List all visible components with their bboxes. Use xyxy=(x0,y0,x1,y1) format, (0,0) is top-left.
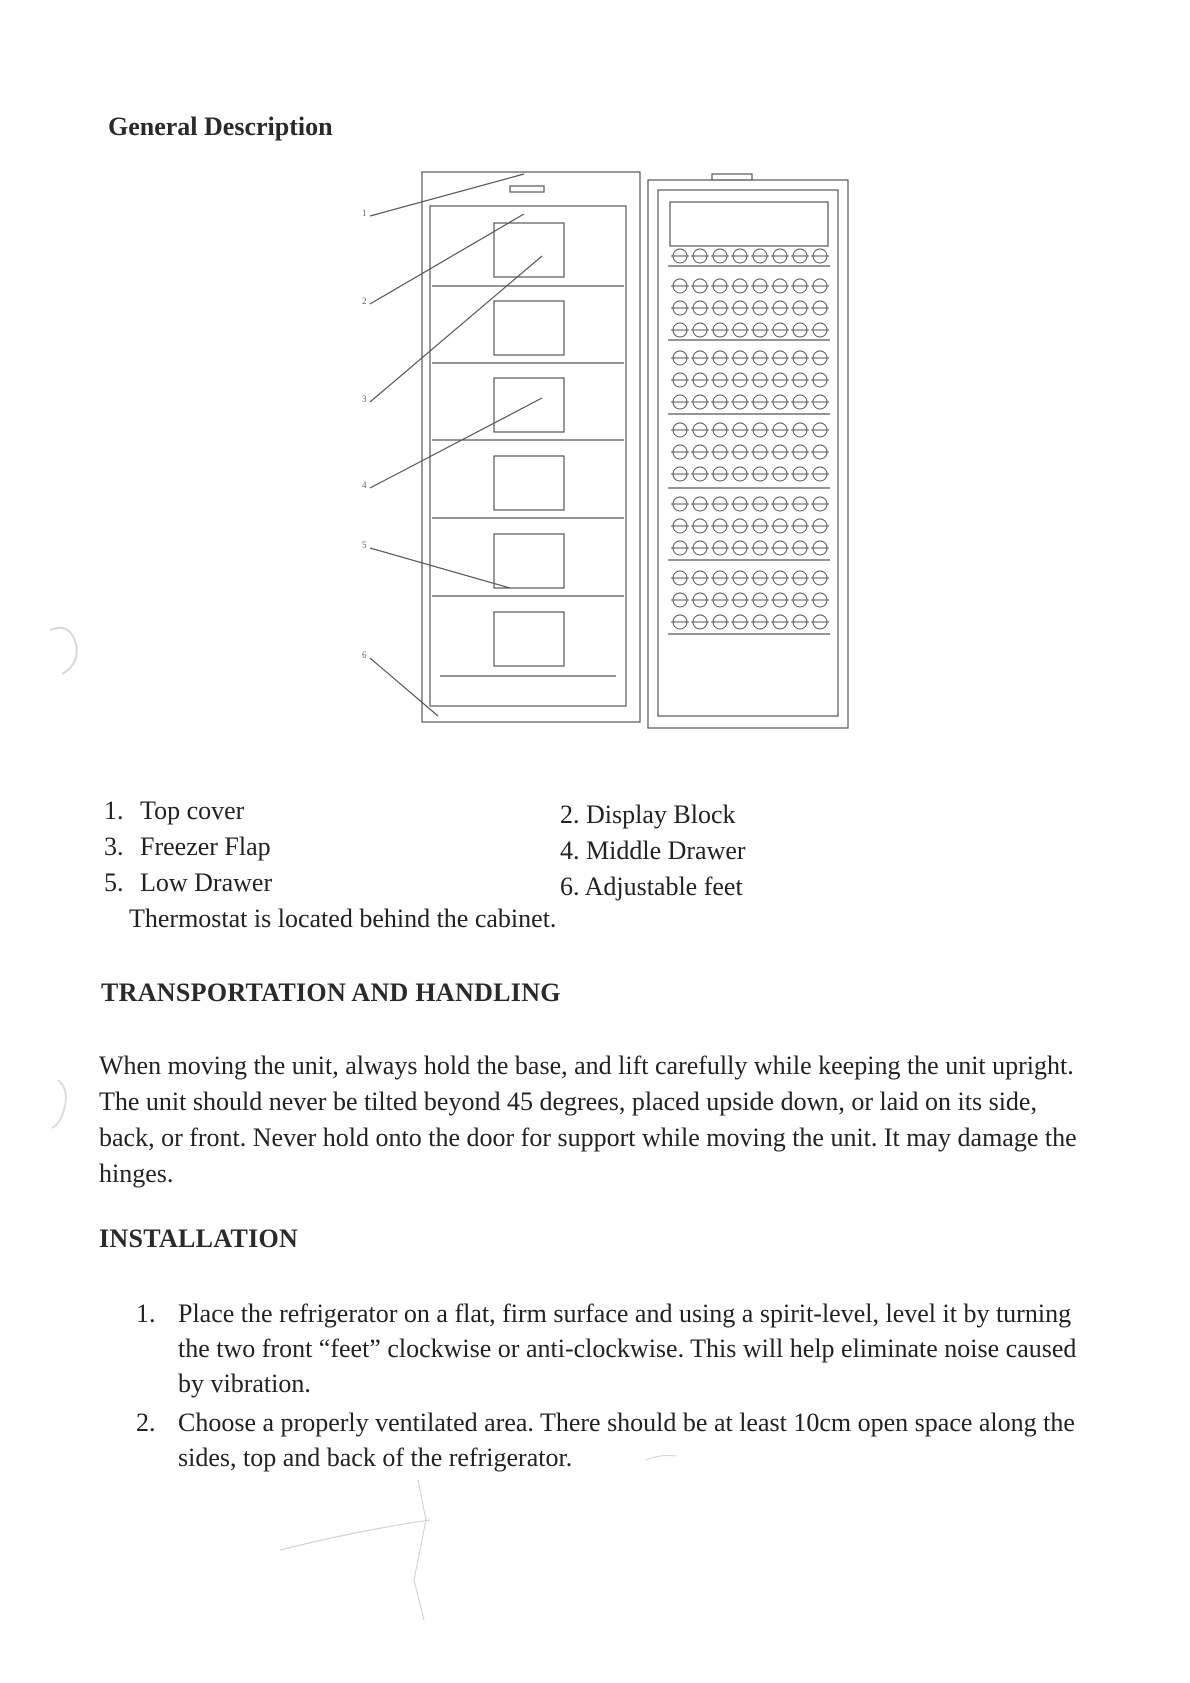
pencil-scribble xyxy=(414,1480,426,1620)
callout-label: 3 xyxy=(362,394,367,404)
transportation-paragraph: When moving the unit, always hold the base, and lift carefully while keeping the unit upright. The unit should never be tilted beyond 45 degrees, placed upside down, or laid on its side, back, or front. Never hold onto the door for support while moving the unit. It may damage the hinges. xyxy=(99,1051,1077,1188)
parts-item-number: 6. xyxy=(560,872,580,901)
callout-label: 5 xyxy=(362,540,367,550)
hole-punch-mark xyxy=(50,628,77,674)
general-description-heading: General Description xyxy=(108,112,333,141)
callout-label: 1 xyxy=(362,208,367,218)
parts-item-number: 4. xyxy=(560,836,580,865)
installation-item-text: Place the refrigerator on a flat, firm surface and using a spirit-level, level it by turning the two front “feet” clockwise or anti-clockwise. This will help eliminate noise caused by vibration. xyxy=(178,1299,1077,1398)
parts-item xyxy=(104,868,272,898)
parts-item-number: 3. xyxy=(104,832,124,861)
installation-list xyxy=(136,1296,1096,1479)
callout-label: 4 xyxy=(362,480,367,490)
parts-item-number: 5. xyxy=(104,868,124,897)
parts-item-label: Adjustable feet xyxy=(584,872,743,901)
parts-item-label: Top cover xyxy=(140,796,245,825)
bottle-rack xyxy=(668,266,830,634)
callout-label: 6 xyxy=(362,650,367,660)
callout-label: 2 xyxy=(362,296,367,306)
display-block xyxy=(712,174,752,180)
installation-heading: INSTALLATION xyxy=(99,1224,299,1253)
parts-item xyxy=(560,836,746,866)
parts-item xyxy=(560,800,736,830)
parts-item-label: Freezer Flap xyxy=(140,832,271,861)
parts-item xyxy=(104,832,271,862)
installation-item-number: 2. xyxy=(136,1408,156,1437)
door-inner-frame xyxy=(658,190,838,716)
callout-leaders xyxy=(370,174,542,716)
top-cover-vent xyxy=(510,186,544,192)
parts-item-label: Low Drawer xyxy=(140,868,273,897)
door-top-panel xyxy=(670,202,828,246)
drawers xyxy=(432,223,624,676)
parts-item-label: Middle Drawer xyxy=(586,836,746,865)
parts-item xyxy=(104,796,244,826)
transportation-heading: TRANSPORTATION AND HANDLING xyxy=(101,978,561,1007)
parts-item-number: 1. xyxy=(104,796,124,825)
thermostat-note: Thermostat is located behind the cabinet. xyxy=(129,904,557,933)
installation-item xyxy=(136,1296,1096,1401)
installation-item-text: Choose a properly ventilated area. There should be at least 10cm open space along the sides, top and back of the refrigerator. xyxy=(178,1408,1075,1472)
parts-item xyxy=(560,872,743,902)
parts-item-label: Display Block xyxy=(586,800,736,829)
hole-punch-mark xyxy=(52,1080,66,1128)
installation-item-number: 1. xyxy=(136,1299,156,1328)
parts-item-number: 2. xyxy=(560,800,580,829)
pencil-scribble xyxy=(280,1520,430,1550)
refrigerator-diagram xyxy=(352,168,852,738)
installation-item xyxy=(136,1405,1096,1475)
